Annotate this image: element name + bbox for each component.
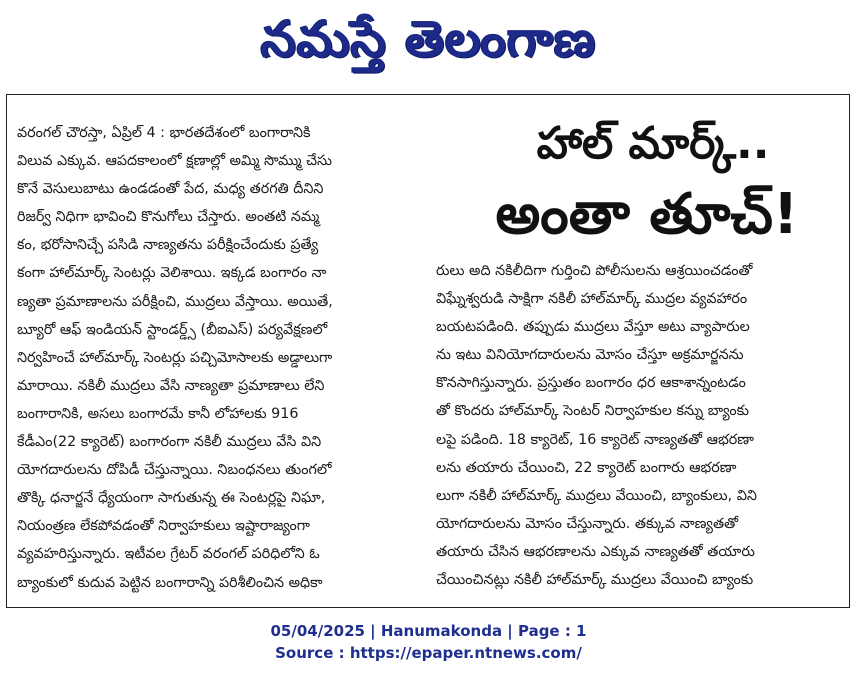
article-text-line: కొనసాగిస్తున్నారు. ప్రస్తుతం బంగారం ధర ఆకాశాన్నంటడం — [436, 375, 746, 392]
newspaper-logo: నమస్తే తెలంగాణ — [260, 10, 597, 68]
article-text-line: రులు అది నకిలీదిగా గుర్తించి పోలీసులను ఆశ్రయించడంతో — [436, 263, 753, 279]
article-text-line: యోగదారులను మోసం చేస్తున్నారు. తక్కువ నాణ్యతతో — [436, 515, 739, 532]
article-text-line: లను తయారు చేయించి, 22 క్యారెట్ బంగారు ఆభరణా — [436, 459, 737, 476]
article-clipping — [6, 94, 850, 608]
article-text-line: ణ్యతా ప్రమాణాలను పరీక్షించి, ముద్రలు వేస్తాయి. అయితే, — [17, 293, 333, 310]
masthead — [0, 0, 857, 80]
article-text-line: విలువ ఎక్కువ. ఆపదకాలంలో క్షణాల్లో అమ్మి సొమ్ము చేసు — [17, 153, 332, 170]
article-text-line: బయటపడింది. తప్పుడు ముద్రలు వేస్తూ అటు వ్యాపారుల — [436, 319, 750, 336]
article-text-line: కంగా హాల్‌మార్క్ సెంటర్లు వెలిశాయి. ఇక్కడ బంగారం నా — [17, 265, 327, 282]
article-text-line: నిర్వహించే హాల్‌మార్క్ సెంటర్లు పచ్చిమోసాలకు అడ్డాలుగా — [17, 349, 333, 366]
headline-line-2: అంతా తూచ్! — [495, 182, 799, 247]
article-text-line: కేడీఎం(22 క్యారెట్) బంగారంగా నకిలీ ముద్రలు వేసి విని — [17, 434, 322, 451]
article-text-line: వరంగల్ చౌరస్తా, ఏప్రిల్ 4 : భారతదేశంలో బంగారానికి — [17, 125, 311, 141]
article-text-line: బ్యాంకులో కుదువ పెట్టిన బంగారాన్ని పరిశీలించిన అధికా — [17, 574, 323, 591]
article-text-line: యోగదారులను దోపిడీ చేస్తున్నాయి. నిబంధనలు తుంగలో — [17, 462, 332, 479]
article-text-line: లపై పడింది. 18 క్యారెట్, 16 క్యారెట్ నాణ్యతతో ఆభరణా — [436, 431, 754, 448]
article-text-line: తయారు చేసిన ఆభరణాలను ఎక్కువ నాణ్యతతో తయారు — [436, 543, 755, 560]
article-text-line: విఘ్నేశ్వరుడి సాక్షిగా నకిలీ హాల్‌మార్క్ ముద్రల వ్యవహారం — [436, 291, 748, 308]
article-text-line: తో కొందరు హాల్‌మార్క్ సెంటర్ నిర్వాహకుల కన్ను బ్యాంకు — [436, 403, 749, 420]
article-text-line: కొనే వెసులుబాటు ఉండడంతో పేద, మధ్య తరగతి దీనిని — [17, 181, 324, 198]
source-link[interactable]: Source : https://epaper.ntnews.com/ — [275, 644, 582, 662]
article-text-line: కం, భరోసానిచ్చే పసిడి నాణ్యతను పరీక్షించేందుకు ప్రత్యే — [17, 237, 319, 254]
article-text-line: మారాయి. నకిలీ ముద్రలు వేసి నాణ్యతా ప్రమాణాలు లేని — [17, 377, 325, 394]
article-right-column — [436, 257, 844, 594]
headline-line-1: హాల్ మార్క్.. — [536, 118, 770, 169]
article-text-line: లుగా నకిలీ హాల్‌మార్క్ ముద్రలు వేయించి, బ్యాంకులు, విని — [436, 487, 757, 504]
article-text-line: బంగారానికి, అసలు బంగారమే కానీ లోహాలకు 916 — [17, 405, 299, 422]
article-text-line: చేయించినట్లు నకిలీ హాల్‌మార్క్ ముద్రలు వేయించి బ్యాంకు — [436, 572, 754, 589]
article-text-line: బ్యూరో ఆఫ్ ఇండియన్ స్టాండర్డ్స్ (బీఐఎస్) పర్యవేక్షణలో — [17, 321, 328, 338]
article-text-line: వ్యవహరిస్తున్నారు. ఇటీవల గ్రేటర్ వరంగల్ పరిధిలోని ఓ — [17, 546, 320, 563]
article-left-column — [17, 119, 435, 597]
article-text-line: తొక్కి ధనార్జనే ధ్యేయంగా సాగుతున్న ఈ సెంటర్లపై నిఘా, — [17, 490, 326, 507]
edition-meta: 05/04/2025 | Hanumakonda | Page : 1 — [270, 622, 587, 640]
article-text-line: నియంత్రణ లేకపోవడంతో నిర్వాహకులు ఇష్టారాజ్యంగా — [17, 518, 310, 535]
article-text-line: రిజర్వ్ నిధిగా భావించి కొనుగోలు చేస్తారు. అంతటి నమ్మ — [17, 209, 320, 226]
article-text-line: ను ఇటు వినియోగదారులను మోసం చేస్తూ అక్రమార్జనను — [436, 347, 744, 364]
footer — [0, 620, 857, 664]
